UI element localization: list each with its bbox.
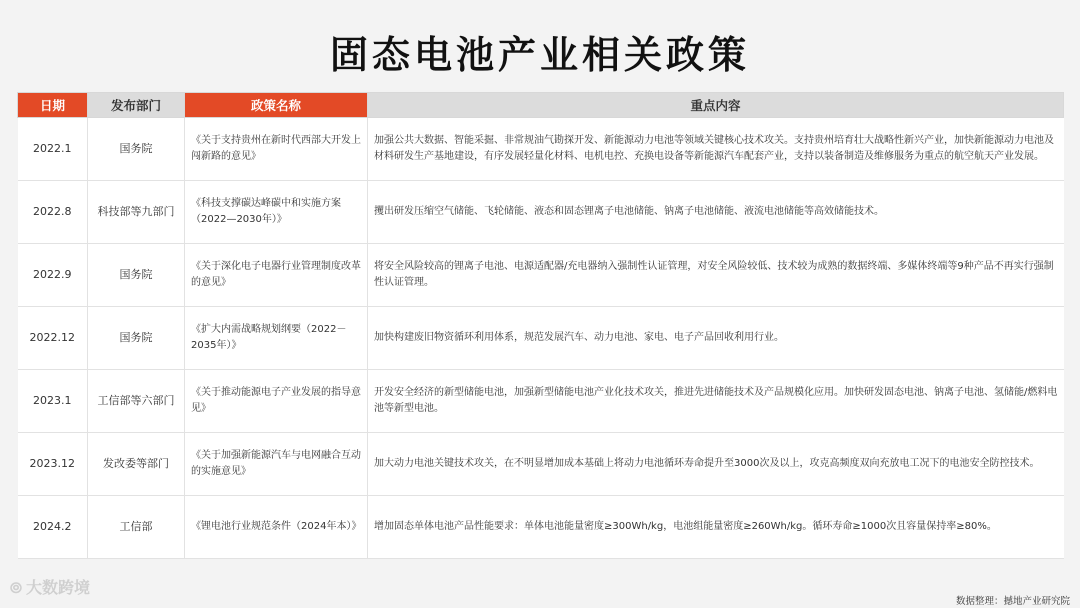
- row-content: 攫出研发压缩空气储能、飞轮储能、液态和固态锂离子电池储能、钠离子电池储能、液流电池储能等高效储能技术。: [368, 181, 1064, 244]
- row-dept: 国务院: [88, 244, 185, 307]
- row-date: 2023.12: [18, 433, 88, 496]
- row-content: 将安全风险较高的锂离子电池、电源适配器/充电器纳入强制性认证管理，对安全风险较低、技术较为成熟的数据终端、多媒体终端等9种产品不再实行强制性认证管理。: [368, 244, 1064, 307]
- header-content: 重点内容: [368, 93, 1064, 118]
- source-note: 数据整理：撼地产业研究院: [955, 596, 1070, 607]
- row-policy-name: 《扩大内需战略规划纲要（2022－2035年）》: [185, 307, 368, 370]
- row-dept: 国务院: [88, 118, 185, 181]
- table-row: [18, 370, 1064, 433]
- row-content: 增加固态单体电池产品性能要求：单体电池能量密度≥300Wh/kg，电池组能量密度≥260Wh/kg。循环寿命≥1000次且容量保持率≥80%。: [368, 496, 1064, 559]
- row-dept: 工信部等六部门: [88, 370, 185, 433]
- row-policy-name: 《关于加强新能源汽车与电网融合互动的实施意见》: [185, 433, 368, 496]
- row-policy-name: 《关于推动能源电子产业发展的指导意见》: [185, 370, 368, 433]
- table-row: [18, 307, 1064, 370]
- row-date: 2024.2: [18, 496, 88, 559]
- table-row: [18, 496, 1064, 559]
- row-content: 加大动力电池关键技术攻关，在不明显增加成本基础上将动力电池循环寿命提升至3000次及以上，攻克高频度双向充放电工况下的电池安全防控技术。: [368, 433, 1064, 496]
- row-date: 2022.8: [18, 181, 88, 244]
- row-policy-name: 《锂电池行业规范条件（2024年本）》: [185, 496, 368, 559]
- table-row: [18, 181, 1064, 244]
- policy-table: [17, 92, 1064, 559]
- row-date: 2022.12: [18, 307, 88, 370]
- row-dept: 科技部等九部门: [88, 181, 185, 244]
- table-row: [18, 118, 1064, 181]
- table-row: [18, 433, 1064, 496]
- row-content: 开发安全经济的新型储能电池，加强新型储能电池产业化技术攻关，推进先进储能技术及产品规模化应用。加快研发固态电池、钠离子电池、氢储能/燃料电池等新型电池。: [368, 370, 1064, 433]
- logo-icon: ⦾: [10, 579, 23, 597]
- row-date: 2022.1: [18, 118, 88, 181]
- header-dept: 发布部门: [88, 93, 185, 118]
- table-row: [18, 244, 1064, 307]
- row-dept: 国务院: [88, 307, 185, 370]
- row-policy-name: 《关于深化电子电器行业管理制度改革的意见》: [185, 244, 368, 307]
- page-title: 固态电池产业相关政策: [329, 33, 750, 77]
- row-content: 加快构建废旧物资循环利用体系，规范发展汽车、动力电池、家电、电子产品回收利用行业。: [368, 307, 1064, 370]
- row-date: 2022.9: [18, 244, 88, 307]
- row-date: 2023.1: [18, 370, 88, 433]
- header-policy-name: 政策名称: [185, 93, 368, 118]
- row-dept: 工信部: [88, 496, 185, 559]
- row-policy-name: 《关于支持贵州在新时代西部大开发上闯新路的意见》: [185, 118, 368, 181]
- row-content: 加强公共大数据、智能采掘、非常规油气勘探开发、新能源动力电池等领域关键核心技术攻关。支持贵州培育壮大战略性新兴产业，加快新能源动力电池及材料研发生产基地建设，有序发展轻量化材料、电机电控、充换电设备等新能源汽车配套产业，支持以装备制造及维修服务为重点的航空航天产业发展。: [368, 118, 1064, 181]
- logo-text: 大数跨境: [26, 578, 91, 597]
- watermark-logo: [10, 575, 90, 598]
- row-policy-name: 《科技支撑碳达峰碳中和实施方案（2022—2030年）》: [185, 181, 368, 244]
- header-date: 日期: [18, 93, 88, 118]
- table-header-row: [18, 93, 1064, 118]
- row-dept: 发改委等部门: [88, 433, 185, 496]
